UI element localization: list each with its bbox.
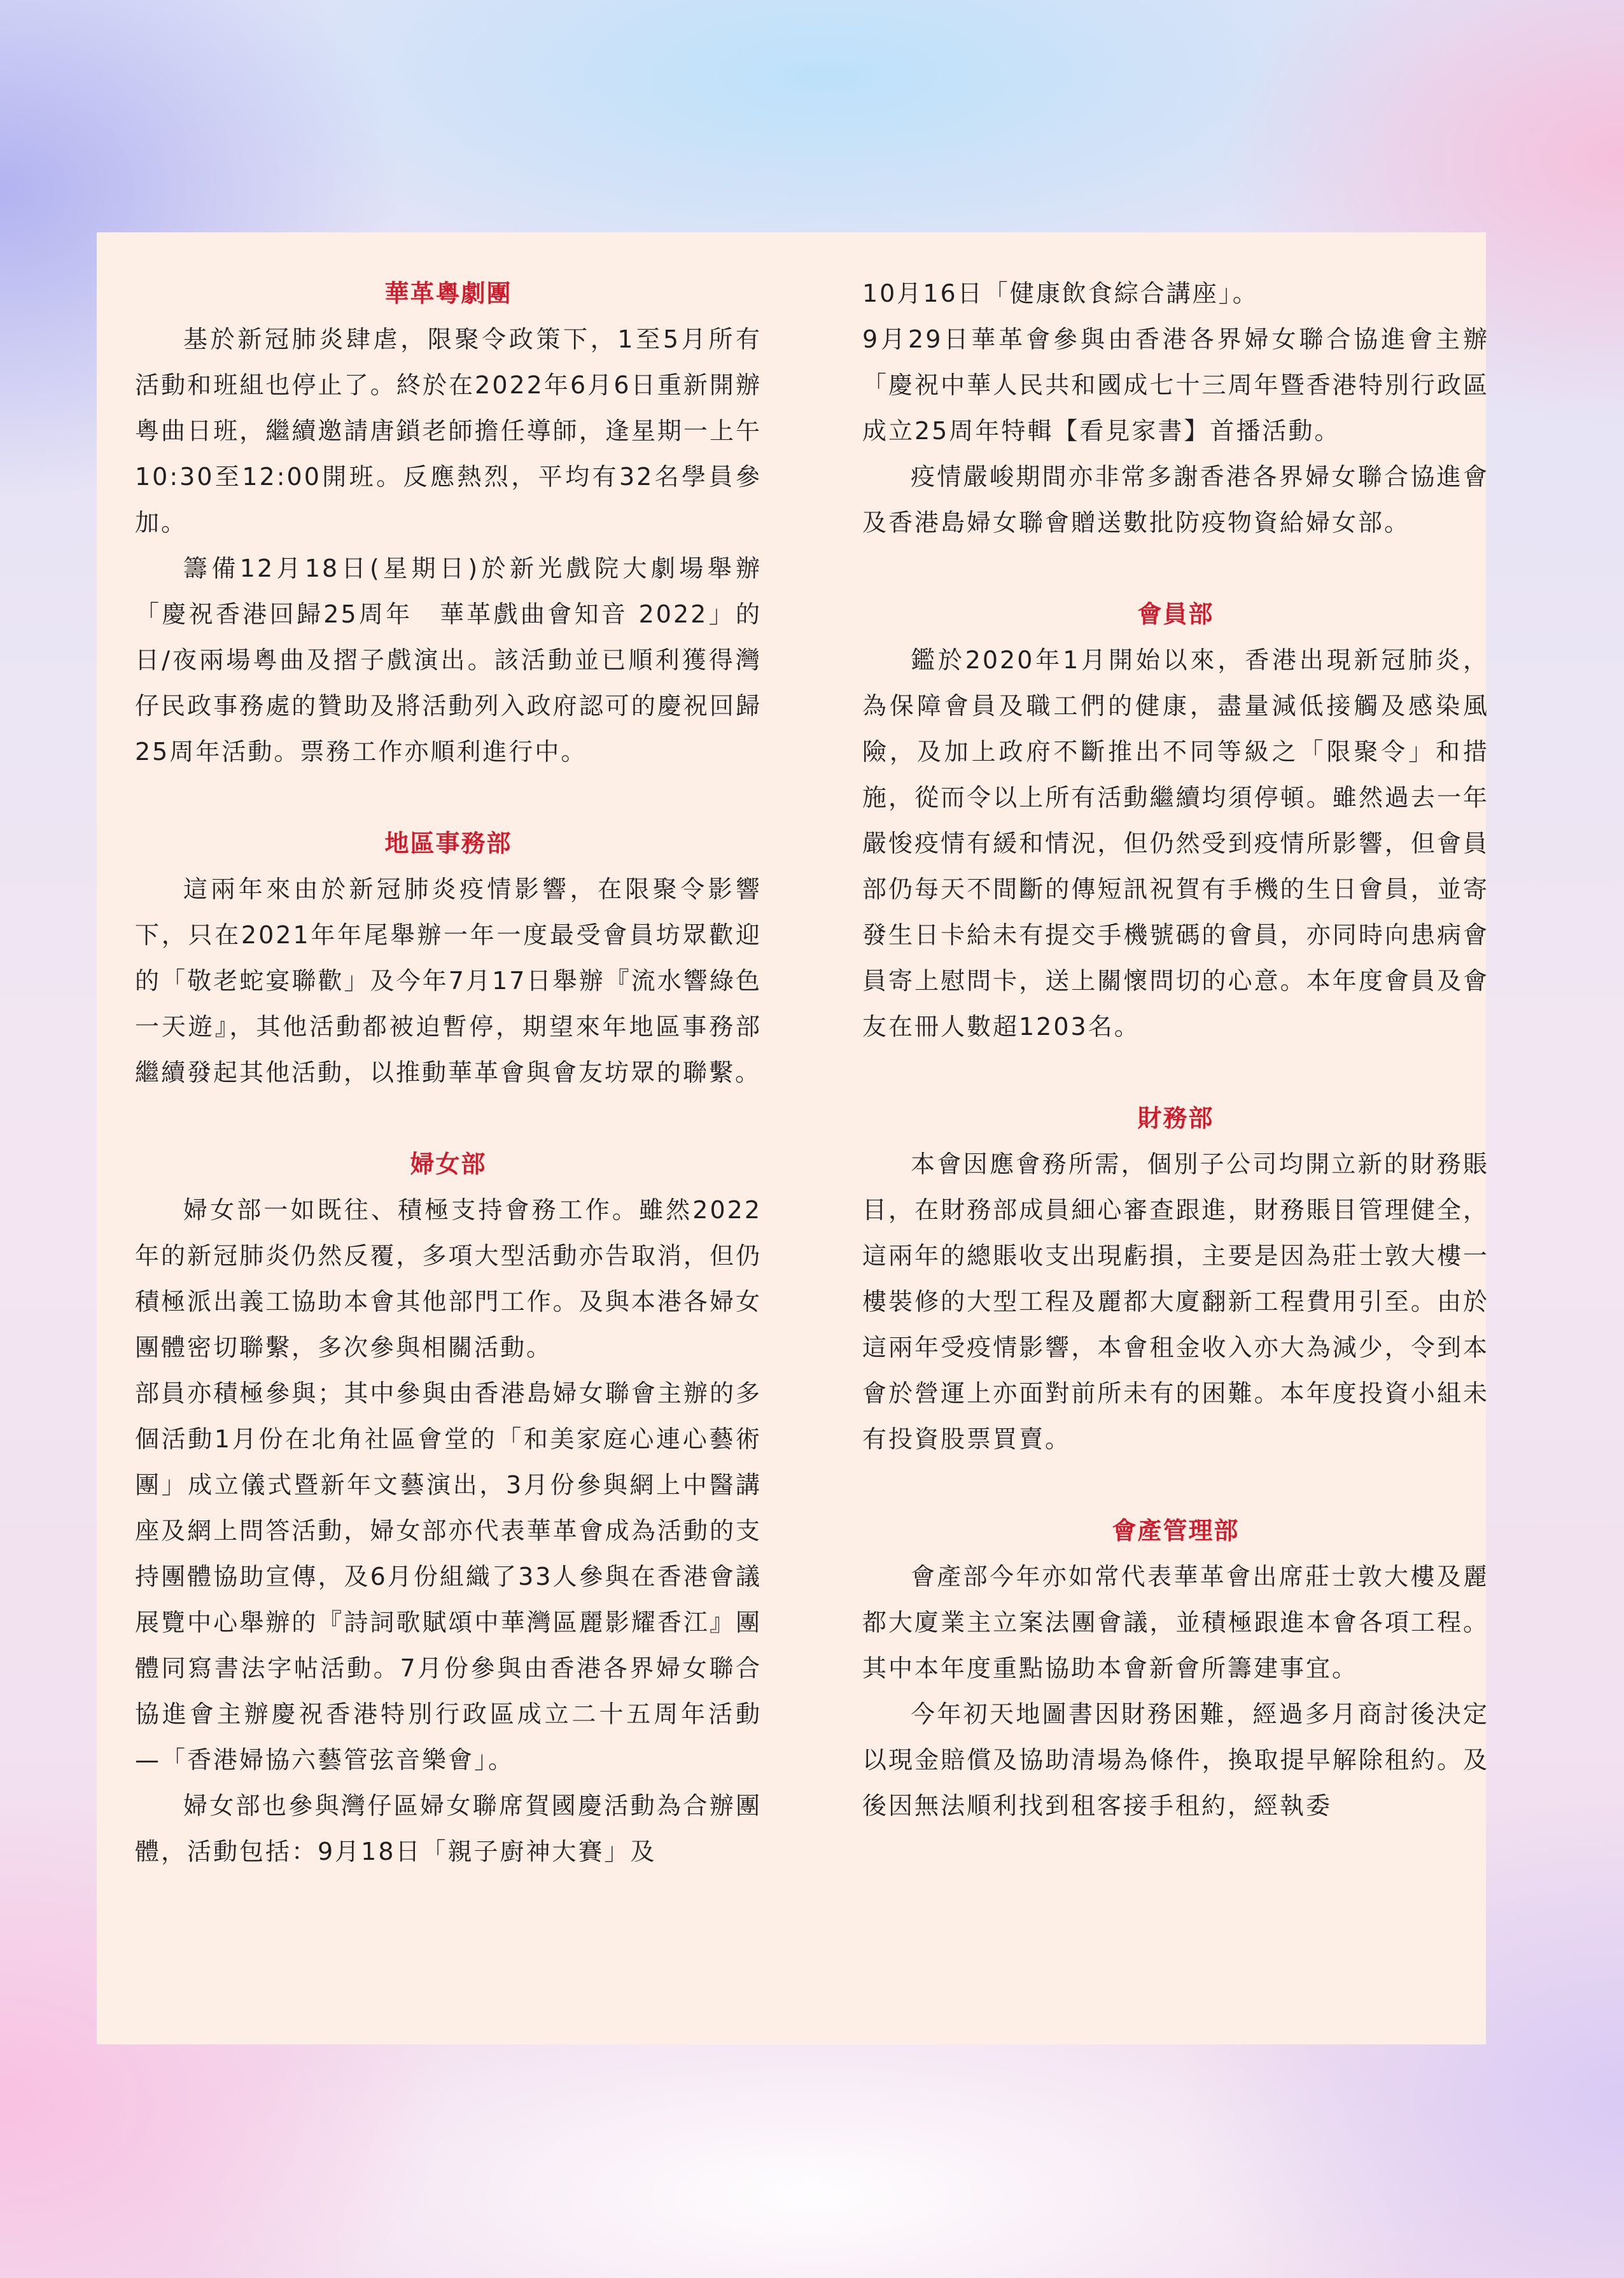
- paragraph: 9月29日華革會參與由香港各界婦女聯合協進會主辦「慶祝中華人民共和國成七十三周年暨香港特別行政區成立25周年特輯【看見家書】首播活動。: [862, 325, 1489, 445]
- paragraph: 部員亦積極參與；其中參與由香港島婦女聯會主辦的多個活動1月份在北角社區會堂的「和美家庭心連心藝術團」成立儀式暨新年文藝演出，3月份參與網上中醫講座及網上問答活動，婦女部亦代表華革會成為活動的支持團體協助宣傳，及6月份組織了33人參與在香港會議展覽中心舉辦的『詩詞歌賦頌中華灣區麗影耀香江』團體同寫書法字帖活動。7月份參與由香港各界婦女聯合協進會主辦慶祝香港特別行政區成立二十五周年活動 —「香港婦協六藝管弦音樂會」。: [135, 1379, 762, 1774]
- paragraph: 會產部今年亦如常代表華革會出席莊士敦大樓及麗都大廈業主立案法團會議，並積極跟進本會各項工程。其中本年度重點協助本會新會所籌建事宜。: [862, 1563, 1489, 1682]
- section-opera-troupe: [135, 271, 762, 775]
- paragraph: 今年初天地圖書因財務困難，經過多月商討後決定以現金賠償及協助清場為條件，換取提早解除租約。及後因無法順利找到租客接手租約，經執委: [862, 1700, 1489, 1820]
- section-district-affairs: [135, 820, 762, 1095]
- content-panel: [97, 232, 1489, 2044]
- left-column: [135, 271, 762, 1920]
- section-title: 會產管理部: [1112, 1517, 1240, 1545]
- paragraph: 籌備12月18日(星期日)於新光戲院大劇場舉辦「慶祝香港回歸25周年 華革戲曲會知音 2022」的日/夜兩場粵曲及摺子戲演出。該活動並已順利獲得灣仔民政事務處的贊助及將活動列入政府認可的慶祝回歸25周年活動。票務工作亦順利進行中。: [135, 554, 762, 766]
- paragraph: 婦女部也參與灣仔區婦女聯席賀國慶活動為合辦團體，活動包括：9月18日「親子廚神大賽」及: [135, 1792, 762, 1866]
- section-title: 華革粵劇團: [384, 279, 512, 307]
- paragraph: 基於新冠肺炎肆虐，限聚令政策下，1至5月所有活動和班組也停止了。終於在2022年6月6日重新開辦粵曲日班，繼續邀請唐鎖老師擔任導師，逢星期一上午10:30至12:00開班。反應熱烈，平均有32名學員參加。: [135, 325, 762, 537]
- paragraph: 鑑於2020年1月開始以來，香港出現新冠肺炎，為保障會員及職工們的健康，盡量減低接觸及感染風險，及加上政府不斷推出不同等級之「限聚令」和措施，從而令以上所有活動繼續均須停頓。雖然過去一年嚴悛疫情有緩和情況，但仍然受到疫情所影響，但會員部仍每天不間斷的傳短訊祝賀有手機的生日會員，並寄發生日卡給未有提交手機號碼的會員，亦同時向患病會員寄上慰問卡，送上關懷問切的心意。本年度會員及會友在冊人數超1203名。: [862, 646, 1489, 1041]
- paragraph: 10月16日「健康飲食綜合講座」。: [862, 279, 1259, 307]
- paragraph: 疫情嚴峻期間亦非常多謝香港各界婦女聯合協進會及香港島婦女聯會贈送數批防疫物資給婦女部。: [862, 463, 1489, 537]
- paragraph: 這兩年來由於新冠肺炎疫情影響，在限聚令影響下，只在2021年年尾舉辦一年一度最受會員坊眾歡迎的「敬老蛇宴聯歡」及今年7月17日舉辦『流水響綠色一天遊』，其他活動都被迫暫停，期望來年地區事務部繼續發起其他活動，以推動華革會與會友坊眾的聯繫。: [135, 875, 762, 1086]
- section-membership: [862, 591, 1489, 1050]
- section-title: 婦女部: [410, 1150, 487, 1178]
- paragraph: 婦女部一如既往、積極支持會務工作。雖然2022年的新冠肺炎仍然反覆，多項大型活動亦告取消，但仍積極派出義工協助本會其他部門工作。及與本港各婦女團體密切聯繫，多次參與相關活動。: [135, 1196, 762, 1361]
- section-finance: [862, 1095, 1489, 1462]
- section-title: 財務部: [1137, 1104, 1214, 1132]
- section-property-management: [862, 1508, 1489, 1829]
- section-women-department: [135, 1141, 762, 1874]
- section-title: 地區事務部: [384, 829, 512, 857]
- section-title: 會員部: [1137, 600, 1214, 628]
- paragraph: 本會因應會務所需，個別子公司均開立新的財務賬目，在財務部成員細心審查跟進，財務賬目管理健全，這兩年的總賬收支出現虧損，主要是因為莊士敦大樓一樓裝修的大型工程及麗都大廈翻新工程費用引至。由於這兩年受疫情影響，本會租金收入亦大為減少，令到本會於營運上亦面對前所未有的困難。本年度投資小組未有投資股票買賣。: [862, 1150, 1489, 1453]
- right-column: [862, 271, 1489, 1874]
- section-women-department-continued: [862, 271, 1489, 545]
